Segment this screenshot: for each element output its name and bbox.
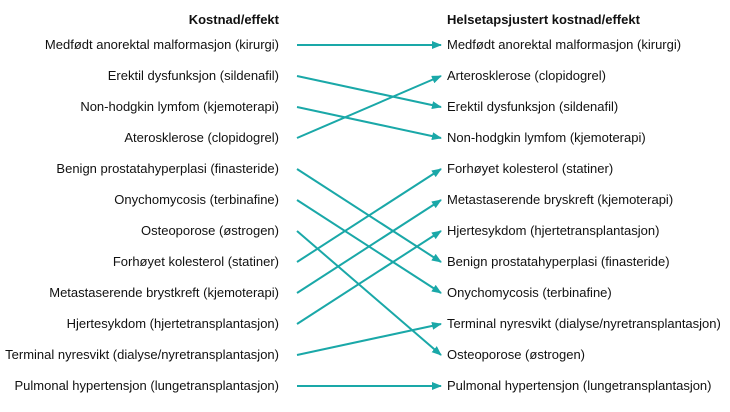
left-item: Hjertesykdom (hjertetransplantasjon) — [66, 316, 279, 331]
right-item: Non-hodgkin lymfom (kjemoterapi) — [447, 130, 646, 145]
left-item: Onychomycosis (terbinafine) — [114, 192, 279, 207]
left-item: Erektil dysfunksjon (sildenafil) — [107, 68, 279, 83]
right-item: Erektil dysfunksjon (sildenafil) — [447, 99, 619, 114]
left-item: Benign prostatahyperplasi (finasteride) — [56, 161, 279, 176]
left-item: Pulmonal hypertensjon (lungetransplantasjon) — [14, 378, 279, 393]
right-item: Benign prostatahyperplasi (finasteride) — [447, 254, 670, 269]
right-item: Metastaserende bryskreft (kjemoterapi) — [447, 192, 674, 207]
left-item: Terminal nyresvikt (dialyse/nyretransplantasjon) — [5, 347, 279, 362]
left-item: Metastaserende brystkreft (kjemoterapi) — [49, 285, 279, 300]
right-item: Hjertesykdom (hjertetransplantasjon) — [447, 223, 660, 238]
right-item: Pulmonal hypertensjon (lungetransplantasjon) — [447, 378, 712, 393]
rank-arrow — [297, 324, 441, 355]
left-item: Aterosklerose (clopidogrel) — [124, 130, 279, 145]
left-item: Medfødt anorektal malformasjon (kirurgi) — [44, 37, 279, 52]
right-item: Terminal nyresvikt (dialyse/nyretransplantasjon) — [447, 316, 721, 331]
right-item: Forhøyet kolesterol (statiner) — [447, 161, 614, 176]
rank-arrow — [297, 107, 441, 138]
left-item: Osteoporose (østrogen) — [140, 223, 279, 238]
rank-arrow — [297, 231, 441, 324]
left-item: Non-hodgkin lymfom (kjemoterapi) — [80, 99, 279, 114]
right-item: Onychomycosis (terbinafine) — [447, 285, 612, 300]
left-item: Forhøyet kolesterol (statiner) — [112, 254, 279, 269]
left-column-header: Kostnad/effekt — [188, 12, 279, 27]
right-item: Medfødt anorektal malformasjon (kirurgi) — [447, 37, 682, 52]
right-item: Osteoporose (østrogen) — [447, 347, 586, 362]
right-column-header: Helsetapsjustert kostnad/effekt — [447, 12, 640, 27]
rank-arrow — [297, 231, 441, 355]
rank-arrow — [297, 76, 441, 138]
right-item: Arterosklerose (clopidogrel) — [447, 68, 606, 83]
rank-arrow — [297, 76, 441, 107]
